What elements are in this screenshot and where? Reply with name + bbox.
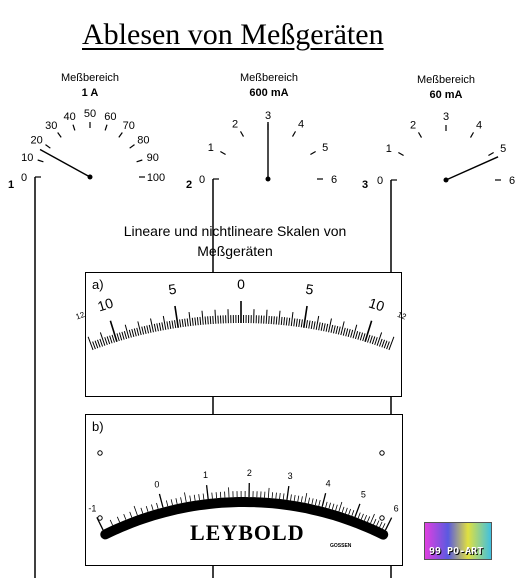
meter-1-tick-label: 10 (21, 152, 34, 165)
scale-b-tick (361, 514, 363, 520)
scale-b-tick (280, 493, 281, 499)
scale-a-tick (387, 342, 390, 350)
scale-b-tick (349, 509, 351, 515)
scale-a-tick (355, 331, 357, 339)
meter-3-tick (398, 153, 403, 156)
scale-a-tick (266, 310, 267, 324)
scale-a-tick (215, 310, 216, 324)
scale-a-tick (294, 318, 295, 326)
scale-a-tick (333, 326, 335, 334)
scale-b-tick (342, 507, 344, 513)
scale-a-tick (336, 326, 338, 334)
scale-a-tick (321, 323, 323, 331)
scale-a-tick (107, 336, 110, 344)
meter-2-tick-label: 2 (231, 118, 239, 131)
scale-a-tick (117, 333, 119, 341)
scale-a-tick (182, 319, 183, 327)
scale-a-tick (389, 337, 394, 350)
meter-2-pivot (266, 177, 271, 182)
scale-b-tick (203, 494, 204, 500)
scale-b-tick (287, 486, 289, 500)
meter-1-pivot (88, 175, 93, 180)
scale-a-tick (279, 311, 280, 325)
meter-1-tick-label: 60 (104, 111, 117, 124)
meter-3-label-text: Meßbereich (416, 74, 476, 86)
scale-a-tick (88, 337, 93, 350)
meter-2-range: 600 mA (249, 87, 289, 99)
scale-a-tick (329, 319, 332, 333)
scale-a-tick (372, 336, 375, 344)
panel-a-tag: a) (92, 277, 104, 292)
scale-a-tick (202, 311, 203, 325)
meter-1-tick (105, 125, 107, 131)
scale-a-tick (379, 339, 382, 347)
scale-b-label: 1 (202, 470, 208, 481)
scale-b-tick (156, 503, 158, 509)
scale-b-tick (374, 519, 376, 524)
scale-b-tick (291, 494, 292, 500)
meter-1-tick (46, 145, 51, 149)
scale-a-tick (112, 335, 114, 343)
scale-a-tick (289, 318, 290, 326)
meter-3-tick (471, 132, 474, 137)
scale-a-tick (358, 332, 360, 340)
scale-b-tick (176, 498, 177, 504)
scale-a-tick (351, 330, 353, 338)
scale-a-tick (375, 337, 378, 345)
meter-3-tick-label: 4 (475, 119, 483, 132)
scale-b-tick (294, 495, 295, 501)
scale-b-tick (216, 492, 217, 498)
scale-a-tick (167, 321, 168, 329)
scale-b-tick (117, 517, 119, 523)
scale-a-tick (319, 322, 320, 330)
scale-a-tick (137, 328, 139, 336)
scale-b-tick (364, 515, 366, 521)
scale-a-tick (286, 317, 287, 325)
maker-mark: GOSSEN (330, 543, 352, 549)
scale-a-tick (95, 341, 98, 349)
scale-a-tick (296, 319, 297, 327)
meter-3-tick-label: 6 (508, 175, 516, 187)
meter-2-tick (310, 152, 315, 155)
scale-a-tick (205, 317, 206, 325)
scale-a-label: 12 (74, 309, 86, 322)
meter-1-tick (137, 160, 143, 162)
scale-a-tick (210, 316, 211, 324)
meter-1-label-text: Meßbereich (60, 72, 120, 84)
scale-b-tick (171, 499, 172, 505)
meter-2-tick (220, 152, 225, 155)
scale-a-tick (169, 321, 170, 329)
scale-a-tick (316, 316, 319, 330)
scale-a-label: 12 (396, 309, 408, 322)
scale-b-tick (110, 520, 112, 525)
scale-a-tick (110, 336, 112, 344)
scale-a-tick (119, 333, 121, 341)
scale-b-tick (199, 494, 200, 500)
meter-3-needle (446, 157, 498, 180)
scale-b-tick (134, 506, 137, 515)
scale-a-tick (187, 318, 188, 326)
scale-b-tick (385, 518, 391, 531)
meter-2-tick-label: 3 (264, 110, 272, 122)
scale-a-tick (368, 335, 370, 343)
scale-b-tick (308, 498, 309, 504)
scale-a-label: 10 (95, 294, 116, 315)
scale-a-tick (93, 342, 96, 350)
meter-1-range: 1 A (81, 87, 99, 99)
scale-a-tick (299, 319, 300, 327)
scale-a-tick (271, 316, 272, 324)
scale-b-tick (329, 503, 331, 509)
meter-1-tick (38, 160, 44, 162)
scale-a-tick (175, 320, 176, 328)
scale-b-tick (151, 505, 153, 511)
scale-b-tick (377, 520, 380, 525)
scale-a-tick (306, 320, 307, 328)
scale-b-tick (332, 504, 334, 510)
scale-a-tick (360, 333, 362, 341)
scale-a-label: 0 (237, 276, 245, 292)
screw-hole (380, 451, 384, 455)
meter-1-tick (119, 133, 123, 138)
scale-a-tick (301, 319, 302, 327)
scale-a-tick (172, 321, 173, 329)
scale-b-tick (283, 493, 284, 499)
meter-2-tick-label: 5 (322, 142, 329, 154)
scale-a-tick (151, 319, 154, 333)
meter-1-tick-label: 20 (30, 134, 43, 147)
scale-b-label: 3 (287, 471, 293, 482)
scale-b-tick (141, 508, 143, 514)
scale-a-tick (185, 319, 186, 327)
scale-b-tick (301, 496, 302, 502)
scales-caption: Lineare und nichtlineare Skalen von Meßgeräten (123, 223, 347, 259)
panel-a (74, 272, 408, 397)
leybold-brand (190, 520, 305, 546)
scale-b-tick (166, 500, 167, 506)
scale-b-tick (130, 512, 132, 518)
scale-a-tick (348, 329, 350, 337)
corner-logo (424, 522, 492, 560)
meter-1-tick-label: 30 (45, 120, 58, 133)
scale-a-tick (122, 332, 124, 340)
scale-b-tick (276, 493, 277, 499)
scale-a-tick (213, 316, 214, 324)
scale-a-tick (324, 323, 326, 331)
scale-a-label: 10 (366, 294, 387, 315)
scale-b-tick (345, 508, 347, 514)
scale-a-tick (100, 339, 103, 347)
scale-a-tick (162, 322, 163, 330)
scale-b-tick (336, 505, 338, 511)
meter-2-tick-label: 4 (297, 118, 305, 131)
meter-2-tick-label: 1 (207, 142, 214, 154)
meter-3-pivot (444, 178, 449, 183)
panel-b-tag: b) (92, 419, 104, 434)
scale-a-tick (208, 316, 209, 324)
scale-b-tick (146, 506, 148, 512)
scale-b-tick (326, 502, 328, 508)
meter-2-tick-label: 6 (330, 174, 338, 186)
corner-logo-text: 99 PO-ART (429, 546, 484, 557)
scale-b-tick (272, 492, 273, 498)
scale-a-tick (97, 340, 100, 348)
meter-1-tick-label: 40 (63, 111, 76, 124)
meter-3-tick (488, 153, 493, 156)
scale-b-label: 2 (246, 468, 252, 479)
scale-a-tick (384, 341, 387, 349)
screw-hole (98, 451, 102, 455)
meter-1-needle (40, 150, 90, 177)
scale-b-tick (184, 492, 186, 502)
scale-b-label: 0 (154, 479, 160, 490)
meter-2-number: 2 (186, 179, 193, 191)
scale-a-tick (142, 327, 144, 335)
scale-a-tick (200, 317, 201, 325)
scale-b-tick (124, 514, 126, 520)
meter-1-number: 1 (8, 179, 15, 191)
scale-b-tick (382, 523, 385, 528)
meter-1-tick (73, 125, 75, 131)
scale-b-tick (159, 494, 163, 508)
scale-a-tick (346, 329, 348, 337)
scale-a-tick (314, 321, 315, 329)
scale-a-tick (149, 325, 151, 333)
scale-b-tick (190, 496, 191, 502)
meter-1-tick-label: 50 (83, 108, 97, 120)
scale-a-tick (370, 336, 372, 344)
meter-dials (0, 0, 522, 210)
meter-1-tick (130, 145, 135, 149)
scale-a-tick (311, 321, 312, 329)
scale-a-tick (159, 323, 161, 331)
scale-a-tick (105, 337, 108, 345)
scale-a-tick (132, 329, 134, 337)
meter-3-tick-label: 3 (442, 111, 450, 123)
scale-a-tick (157, 323, 159, 331)
scale-a-tick (281, 317, 282, 325)
scale-b-label: 6 (393, 503, 399, 514)
scale-b-tick (339, 502, 342, 512)
screw-hole (380, 516, 384, 520)
scale-b-tick (212, 493, 213, 499)
scale-b-tick (305, 493, 307, 503)
meter-2-tick (293, 131, 296, 136)
scale-a-tick (309, 321, 310, 329)
scale-b-tick (298, 496, 299, 502)
scale-a-tick (195, 317, 196, 325)
scale-a-tick (291, 312, 293, 326)
scale-b-tick (181, 497, 182, 503)
scale-b-tick (352, 510, 354, 516)
screw-hole (98, 516, 102, 520)
leybold-brand-text: LEYBOLD (190, 520, 305, 545)
meter-1-tick (58, 133, 62, 138)
scale-a-tick (274, 316, 275, 324)
scale-a-tick (192, 318, 193, 326)
meter-2-tick-label: 0 (198, 174, 206, 186)
panel-a-scale (74, 273, 408, 396)
scale-a-tick (284, 317, 285, 325)
scale-a-tick (276, 317, 277, 325)
scale-b-label: 5 (360, 489, 366, 500)
meter-3-tick (419, 132, 422, 137)
scale-a-tick (382, 340, 385, 348)
scale-b-label: 4 (325, 478, 331, 489)
meter-1-tick-label: 70 (122, 120, 135, 133)
scale-a-label: 5 (167, 280, 178, 298)
scale-a-tick (269, 316, 270, 324)
meter-1-tick-label: 0 (20, 172, 28, 184)
scale-b-label: -1 (88, 503, 97, 514)
scale-b-tick (312, 498, 313, 504)
scale-a-tick (124, 331, 126, 339)
scale-a-tick (197, 317, 198, 325)
meter-1-tick-label: 100 (146, 172, 166, 184)
meter-1-tick-label: 90 (146, 152, 159, 165)
scale-a-tick (147, 326, 149, 334)
meter-2-tick (241, 131, 244, 136)
scale-b-tick (322, 493, 325, 507)
scale-b-tick (367, 516, 369, 522)
meter-3-range: 60 mA (429, 89, 463, 101)
meter-3-tick-label: 2 (409, 119, 417, 132)
scale-a-tick (144, 326, 146, 334)
scale-a-tick (189, 312, 191, 326)
meter-3-number: 3 (362, 179, 369, 191)
meter-3-tick-label: 0 (376, 175, 384, 187)
scale-a-tick (134, 329, 136, 337)
scale-a-tick (154, 324, 156, 332)
scale-a-label: 5 (304, 280, 315, 298)
scale-b-tick (380, 522, 383, 527)
meter-3-tick-label: 1 (385, 143, 392, 155)
scale-b-tick (319, 500, 320, 506)
scale-b-tick (268, 488, 269, 498)
scale-b-tick (194, 495, 195, 501)
meter-2-label-text: Meßbereich (239, 72, 299, 84)
meter-3-tick-label: 5 (500, 143, 507, 155)
scale-a-tick (363, 333, 365, 341)
page-title: Ablesen von Meßgeräten (82, 18, 384, 51)
meter-1-tick-label: 80 (137, 134, 150, 147)
scale-a-tick (129, 330, 131, 338)
scale-b-tick (371, 514, 375, 523)
scale-a-tick (338, 327, 340, 335)
scale-a-tick (331, 325, 333, 333)
scale-a-tick (326, 324, 328, 332)
scale-b-tick (358, 513, 360, 519)
scale-b-tick (315, 499, 316, 505)
scale-a-tick (180, 319, 181, 327)
scale-b-tick (207, 485, 209, 499)
scale-a-tick (163, 316, 166, 330)
scale-a-tick (343, 328, 345, 336)
